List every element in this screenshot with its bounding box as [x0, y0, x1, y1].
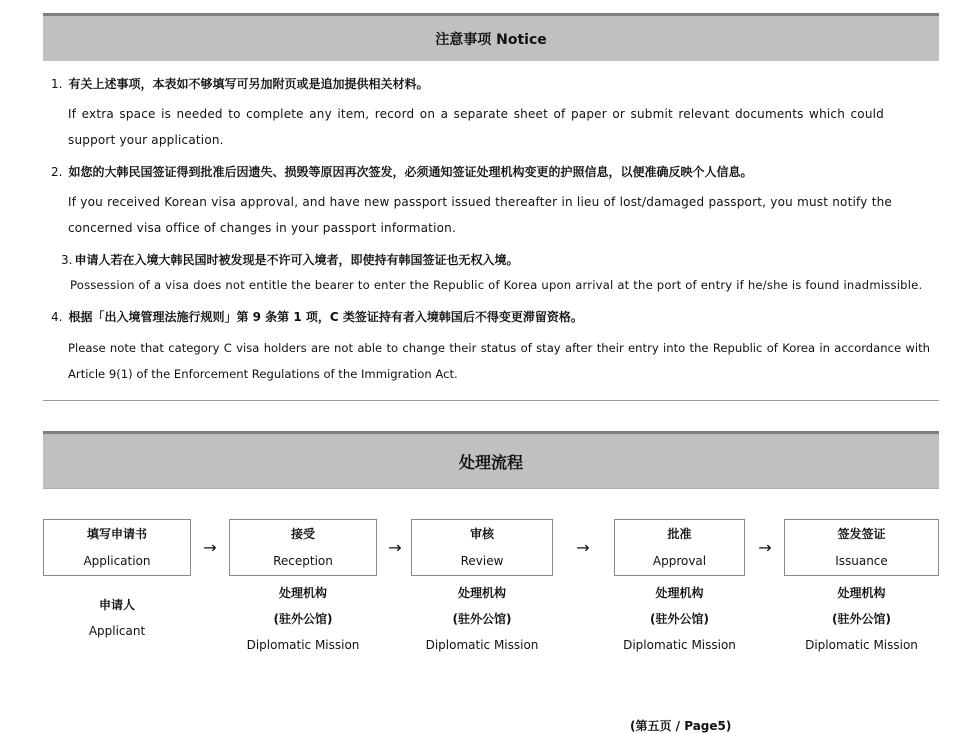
notice-item-4-zh-text: 根据「出入境管理法施行规则」第 9 条第 1 项，C 类签证持有者入境韩国后不得变更滞留资格。 — [68, 310, 583, 324]
handler-issuance-zh-sub: (驻外公馆) — [832, 612, 891, 626]
notice-item-3-zh-text: 申请人若在入境大韩民国时被发现是不许可入境者，即使持有韩国签证也无权入境。 — [74, 253, 519, 267]
handler-applicant — [43, 592, 191, 644]
notice-item-4-zh — [51, 308, 583, 325]
step-reception — [229, 519, 377, 576]
step-application — [43, 519, 191, 576]
arrow-right-icon: → — [758, 538, 772, 557]
arrow-right-icon: → — [203, 538, 217, 557]
handler-review-zh: 处理机构 — [457, 586, 506, 600]
handler-review-zh-sub: (驻外公馆) — [452, 612, 512, 626]
notice-item-1-zh-text: 有关上述事项，本表如不够填写可另加附页或是追加提供相关材料。 — [68, 77, 429, 91]
process-title: 处理流程 — [458, 452, 523, 472]
handler-applicant-en: Applicant — [88, 624, 146, 638]
notice-title: 注意事项 Notice — [435, 31, 547, 48]
step-application-zh: 填写申请书 — [86, 526, 147, 541]
step-review-en: Review — [460, 553, 504, 568]
step-application-en: Application — [83, 553, 151, 568]
step-issuance-zh: 签发签证 — [837, 526, 886, 541]
notice-item-2-zh — [51, 163, 752, 180]
section-divider — [43, 400, 939, 401]
step-issuance-en: Issuance — [835, 553, 888, 568]
handler-approval-zh-sub: (驻外公馆) — [650, 612, 709, 626]
notice-item-3-zh — [61, 251, 518, 268]
handler-reception-zh: 处理机构 — [278, 586, 327, 600]
step-issuance — [784, 519, 939, 576]
handler-approval-en: Diplomatic Mission — [623, 638, 736, 652]
notice-item-2-zh-text: 如您的大韩民国签证得到批准后因遗失、损毁等原因再次签发，必须通知签证处理机构变更的护照信息，以便准确反映个人信息。 — [68, 165, 753, 179]
handler-review — [411, 580, 553, 658]
handler-approval — [614, 580, 745, 658]
notice-item-3-en: Possession of a visa does not entitle the bearer to enter the Republic of Korea upon arrival at the port of entry if he/she is found inadmissible. — [70, 278, 923, 292]
notice-item-1-en: If extra space is needed to complete any item, record on a separate sheet of paper or submit relevant documents which could support your application. — [68, 107, 884, 147]
notice-item-2-number: 2. — [51, 165, 63, 179]
notice-header — [43, 13, 939, 61]
page-number: (第五页 / Page5) — [630, 719, 732, 733]
arrow-right-icon: → — [576, 538, 590, 557]
notice-item-4-en: Please note that category C visa holders are not able to change their status of stay after their entry into the Republic of Korea in accordance with Article 9(1) of the Enforcement Regulations of the Immigration Act. — [68, 341, 930, 381]
step-reception-en: Reception — [273, 553, 333, 568]
notice-item-3-number: 3. — [61, 253, 73, 267]
handler-reception — [229, 580, 377, 658]
step-approval-en: Approval — [652, 553, 707, 568]
handler-reception-zh-sub: (驻外公馆) — [273, 612, 333, 626]
handler-review-en: Diplomatic Mission — [425, 638, 539, 652]
notice-item-2-en: If you received Korean visa approval, and have new passport issued thereafter in lieu of lost/damaged passport, you must notify the concerned visa office of changes in your passport information. — [68, 195, 892, 235]
handler-applicant-zh: 申请人 — [98, 598, 135, 612]
handler-issuance-zh: 处理机构 — [837, 586, 886, 600]
step-review-zh: 审核 — [469, 526, 494, 541]
handler-reception-en: Diplomatic Mission — [246, 638, 360, 652]
step-review — [411, 519, 553, 576]
notice-item-1-number: 1. — [51, 77, 63, 91]
arrow-right-icon: → — [388, 538, 402, 557]
handler-issuance — [784, 580, 939, 658]
handler-approval-zh: 处理机构 — [655, 586, 704, 600]
handler-issuance-en: Diplomatic Mission — [805, 638, 918, 652]
process-header — [43, 431, 939, 489]
step-approval — [614, 519, 745, 576]
notice-item-4-number: 4. — [51, 310, 63, 324]
step-reception-zh: 接受 — [290, 526, 315, 541]
notice-item-1-zh — [51, 75, 428, 92]
step-approval-zh: 批准 — [667, 526, 692, 541]
